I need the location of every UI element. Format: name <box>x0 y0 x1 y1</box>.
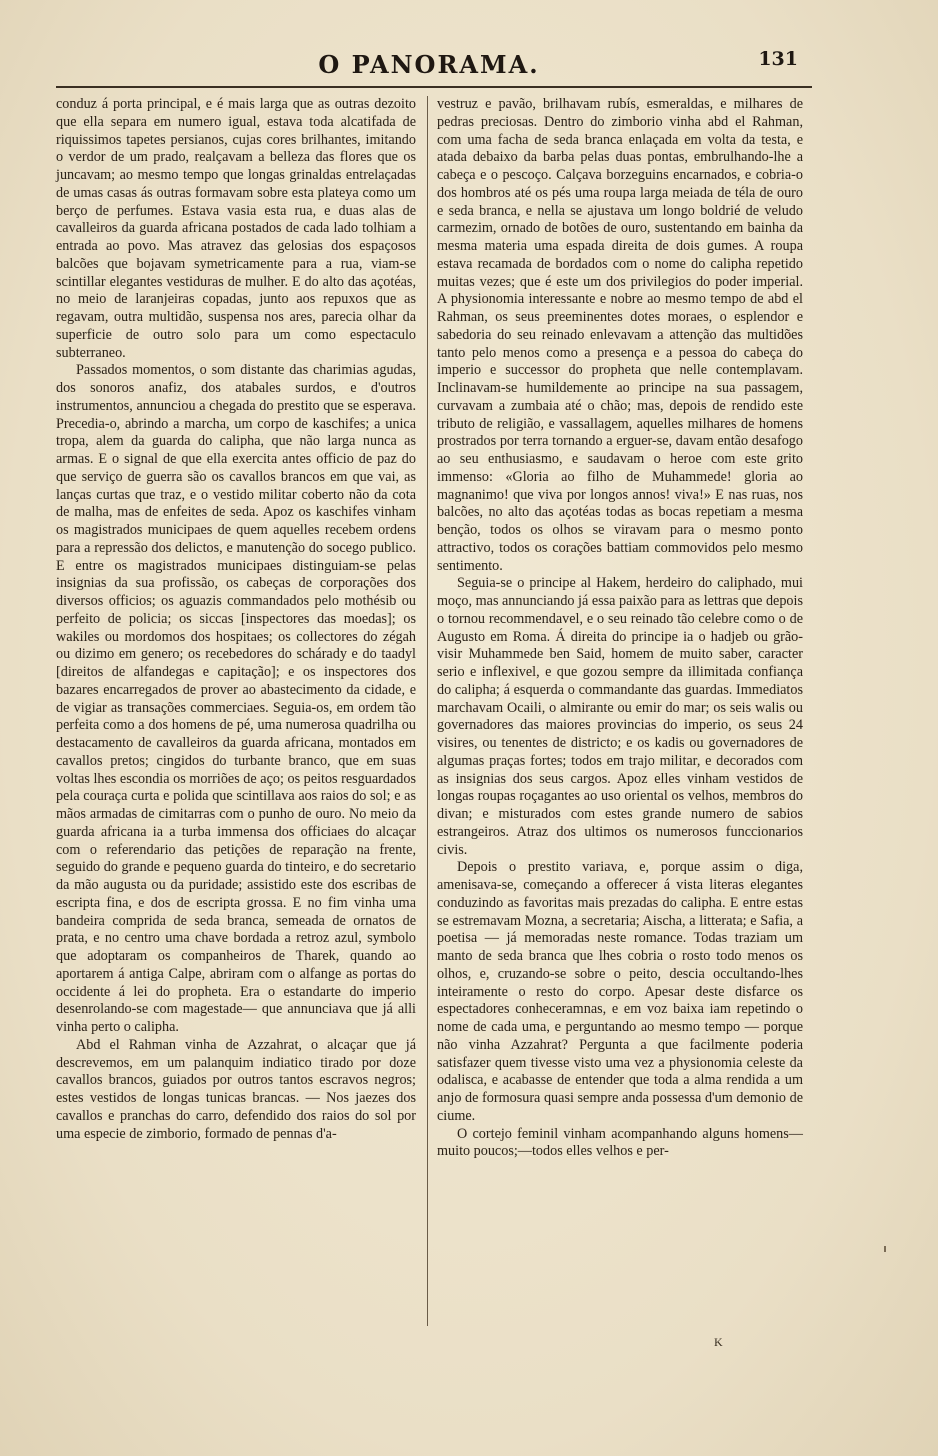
paragraph: conduz á porta principal, e é mais larga que as outras dezoito que ella separa em numero igual, estava toda alcatifada de riquissimos tapetes persianos, cujas cores brilhantes, imitando o verdor de um prado, realçavam a belleza das flores que os juncavam; ao mesmo tempo que longas grinaldas entrelaçadas de umas casas ás outras formavam sobre esta plateya como um berço de perfumes. Estava vasia esta rua, e duas alas de cavalleiros da guarda africana postados de cada lado tolhiam a entrada ao povo. Mas atravez das gelosias dos espaçosos balcões que bojavam symetricamente para a rua, viam-se scintillar elegantes vestiduras de mulher. E do alto das açotéas, no meio de laranjeiras copadas, junto aos repuxos que as regavam, outra multidão, suspensa nos ares, parecia olhar da superficie de outro solo para um como espectaculo subterraneo. <box>56 96 416 361</box>
margin-speck <box>884 1246 886 1252</box>
masthead-title: O PANORAMA. <box>318 50 540 79</box>
left-column <box>56 96 416 1143</box>
paragraph: Depois o prestito variava, e, porque assim o diga, amenisava-se, começando a offerecer á vista literas elegantes conduzindo as favoritas mais prezadas do calipha. E entre estas se estremavam Mozna, a secretaria; Aischa, a litterata; e Safia, a poetisa — já memoradas neste romance. Todas traziam um manto de seda branca que lhes cobria o rosto todo menos os olhos, e, cruzando-se sobre o peito, descia occultando-lhes inteiramente o resto do corpo. Apesar deste disfarce os espectadores conheceramnas, e em voz baixa iam repetindo o nome de cada uma, e perguntando ao mesmo tempo — porque não vinha Azzahrat? Pergunta a que facilmente poderia satisfazer quem tivesse visto uma vez a physionomia celeste da odalisca, e acabasse de entender que toda a alma rendida a um anjo de formosura quasi sempre anda possessa d'um demonio de ciume. <box>437 859 803 1124</box>
paragraph: Passados momentos, o som distante das charimias agudas, dos sonoros anafiz, dos atabales surdos, e d'outros instrumentos, annunciou a chegada do prestito que se esperava. Precedia-o, abrindo a marcha, um corpo de kaschifes; a unica tropa, alem da guarda do calipha, que não larga nunca as armas. E o signal de que ella exercita antes officio de paz do que serviço de guerra são os cavallos brancos em que vai, as lanças curtas que traz, e o vestido militar coberto não da cota de malha, mas de enfeites de seda. Apoz os kaschifes vinham os magistrados municipaes de quem aquelles recebem ordens para a repressão dos delictos, e manutenção do socego publico. E entre os magistrados municipaes distinguiam-se pelas insignias da sua profissão, os cabeças de corporações dos diversos officios; os aguazis commandados pelo mothésib ou perfeito de policia; os siccas [inspectores das moedas]; os wakiles ou mordomos dos hospitaes; os collectores do zégah ou dizimo em genero; os recebedores do schárady e do taadyl [direitos de alfandegas e capitação]; e os inspectores dos bazares encarregados de prover ao abastecimento da cidade, e de vigiar as transações commerciaes. Seguia-os, em ordem tão perfeita como a dos homens de pé, uma numerosa quadrilha ou destacamento de cavalleiros da guarda africana, montados em cavallos pretos; cingidos do turbante branco, que em suas voltas lhes escondia os morriões de aço; os peitos resguardados pela couraça curta e polida que scintillava aos raios do sol; e as mãos armadas de cimitarras com o punho de ouro. No meio da guarda africana ia a turba immensa dos officiaes do alcaçar com o referendario das petições de reparação na frente, seguido do grande e pequeno guarda do tinteiro, e do secretario da mão augusta ou da puridade; assistido este dos escribas de escripta fina, e dos de escripta grossa. E no fim vinha uma bandeira comprida de seda branca, semeada de ornatos de prata, e no centro uma chave bordada a retroz azul, symbolo que adoptaram os companheiros de Tharek, quando ao aportarem á antiga Calpe, abriram com o alfange as portas do occidente á lei do propheta. Era o estandarte do imperio desenrolando-se com magestade— que annunciava que já alli vinha perto o calipha. <box>56 362 416 1035</box>
page-number: 131 <box>758 48 798 70</box>
paragraph: vestruz e pavão, brilhavam rubís, esmeraldas, e milhares de pedras preciosas. Dentro do zimborio vinha abd el Rahman, com uma facha de seda branca enlaçada em volta da testa, e atada debaixo da barba pelas duas pontas, embrulhando-lhe a cabeça e o pescoço. Calçava borzeguins encarnados, e cobria-o dos hombros até os pés uma roupa larga meiada de téla de ouro e seda branca, e nella se ajustava um longo boldrié de veludo carmezim, ornado de botões de ouro, sustentando em bainha da mesma materia uma espada direita de dois gumes. A roupa estava recamada de bordados com o nome do calipha repetido muitas vezes; que é este um dos privilegios do poder imperial. A physionomia interessante e nobre ao mesmo tempo de abd el Rahman, os seus preeminentes dotes moraes, o esplendor e sabedoria do seu reinado enlevavam a attenção das multidões tanto pelo menos como a presença e a pessoa do cabeça do imperio e successor do propheta que nelle contemplavam. Inclinavam-se humildemente ao principe na sua passagem, curvavam a zumbaia até o chão; mas, depois de rendido este tributo de religião, e vassallagem, aquelles milhares de homens prostrados por terra tornando a erguer-se, davam então desafogo ao seu enthusiasmo, e saudavam o heroe com este grito immenso: «Gloria ao filho de Muhammede! gloria ao magnanimo! que viva por longos annos! viva!» E nas ruas, nos balcões, no alto das açotéas todas as bocas repetiam a mesma benção, todos os olhos se viravam para o mesmo ponto attractivo, todos os corações battiam commovidos pelo mesmo sentimento. <box>437 96 803 574</box>
right-column <box>437 96 803 1161</box>
page-header <box>56 40 802 84</box>
signature-mark: K <box>714 1335 723 1349</box>
header-rule <box>56 86 812 88</box>
paragraph: Abd el Rahman vinha de Azzahrat, o alcaçar que já descrevemos, em um palanquim indiatico tirado por doze cavallos brancos, guiados por outros tantos escravos negros; estes vestidos de longas tunicas brancas. — Nos jaezes dos cavallos e pranchas do carro, defendido dos raios do sol por uma especie de zimborio, formado de pennas d'a- <box>56 1036 416 1142</box>
paragraph: O cortejo feminil vinham acompanhando alguns homens—muito poucos;—todos elles velhos e per- <box>437 1125 803 1160</box>
column-divider <box>427 96 428 1326</box>
paragraph: Seguia-se o principe al Hakem, herdeiro do caliphado, mui moço, mas annunciando já essa paixão para as lettras que depois o tornou recommendavel, e o seu reinado tão celebre como o de Augusto em Roma. Á direita do principe ia o hadjeb ou grão-visir Muhammede ben Said, homem de muito saber, caracter serio e inflexivel, e que gozou sempre da illimitada confiança do calipha; á esquerda o commandante das guardas. Immediatos marchavam Ocaili, o almirante ou emir do mar; os seis walis ou governadores das maiores provincias do imperio, os seus 24 visires, ou tenentes de districto; e os kadis ou governadores de algumas praças fortes; todos em trajo militar, e decorados com as insignias dos seus cargos. Apoz elles vinham vestidos de longas roupas roçagantes ao uso oriental os velhos, membros do divan; e misturados com estes grande numero de sabios estrangeiros. Atraz dos ultimos os numerosos funccionarios civis. <box>437 575 803 858</box>
